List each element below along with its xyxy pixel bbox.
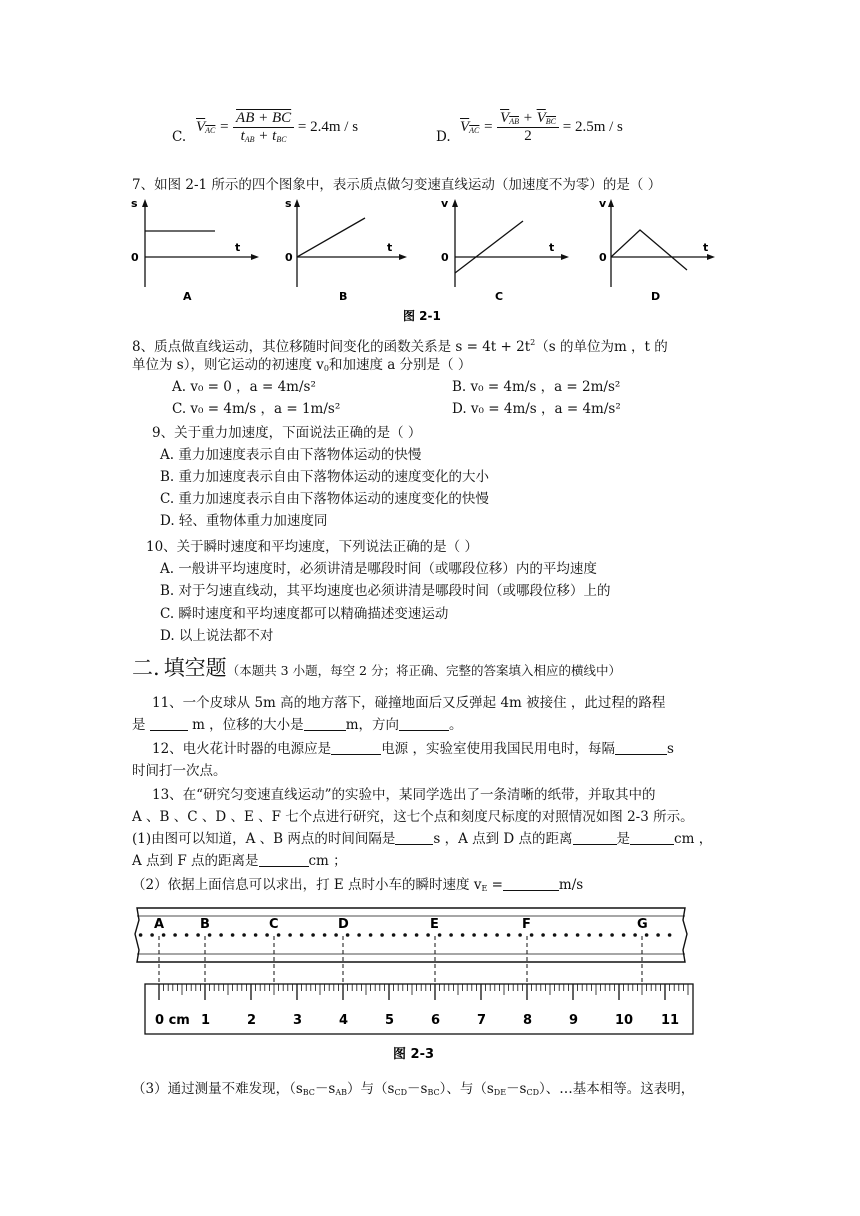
ruler-label: 9: [569, 1013, 579, 1028]
tape-dot: [323, 933, 327, 937]
tape-dot: [254, 933, 258, 937]
tape-dot: [231, 933, 235, 937]
ruler-label: 10: [615, 1013, 634, 1028]
q13-figure-caption: 图 2-3: [393, 1047, 435, 1062]
tape-dot: [633, 933, 637, 937]
tape-dot: [392, 933, 396, 937]
graph-c-ylabel: v: [441, 197, 449, 210]
tape-point-label: F: [522, 917, 531, 932]
q9-stem: 9、关于重力加速度，下面说法正确的是（ ）: [152, 425, 422, 441]
q8-option-a[interactable]: A. v₀ = 0 ，a = 4m/s²: [172, 379, 316, 395]
tape-dot: [576, 933, 580, 937]
tape-dot: [369, 933, 373, 937]
tape-point-label: D: [338, 917, 349, 932]
q13-blank-ab-time[interactable]: [395, 832, 433, 845]
tape-dot: [265, 933, 269, 937]
q6-option-d-formula: $V_{AC}$ = $\frac{V_{AB} + V_{BC}}{2}$ = 2.5m / s: [460, 110, 623, 144]
tape-point-label: G: [637, 917, 648, 932]
tape-dot: [334, 933, 338, 937]
tape-dot: [541, 933, 545, 937]
q9-option-d[interactable]: D. 轻、重物体重力加速度同: [160, 513, 328, 529]
graph-d-origin: 0: [599, 251, 607, 264]
graph-b-letter: B: [339, 290, 348, 303]
tape-dot: [242, 933, 246, 937]
q13-blank-ve[interactable]: [503, 878, 559, 891]
q10-option-c[interactable]: C. 瞬时速度和平均速度都可以精确描述变速运动: [160, 606, 449, 622]
tape-dot: [656, 933, 660, 937]
q13-line5: （2）依据上面信息可以求出，打 E 点时小车的瞬时速度 $v_E = m/s$: [132, 877, 584, 893]
ruler-label: 0 cm: [155, 1013, 190, 1028]
graph-d: [599, 197, 715, 303]
q13-line6: （3）通过测量不难发现，$(s_{BC}-s_{AB})$与$(s_{CD}-s_{BC})$、与$(s_{DE}-s_{CD})$、…基本相等。这表明，: [132, 1081, 695, 1097]
q13-underline: [573, 832, 617, 845]
tape-dot: [380, 933, 384, 937]
graph-d-letter: D: [651, 290, 661, 303]
ruler-label: 3: [293, 1013, 303, 1028]
graph-a: [131, 197, 259, 303]
tape-point-label: C: [269, 917, 279, 932]
tape-dot: [311, 933, 315, 937]
graph-c: [441, 197, 569, 303]
tape-point-label: A: [154, 917, 165, 932]
tape-dot: [219, 933, 223, 937]
graph-d-ylabel: v: [599, 197, 607, 210]
q13-line2: A 、B 、C 、D 、E 、F 七个点进行研究，这七个点和刻度尺标度的对照情况如图 2-3 所示。: [132, 809, 694, 825]
q9-option-b[interactable]: B. 重力加速度表示自由下落物体运动的速度变化的大小: [160, 469, 490, 485]
tape-dot: [438, 933, 442, 937]
tape-dot: [403, 933, 407, 937]
tape-point-label: E: [430, 917, 439, 932]
ruler-label: 8: [523, 1013, 533, 1028]
q11-line1: 11、一个皮球从 5m 高的地方落下，碰撞地面后又反弹起 4m 被接住 ，此过程的路程: [152, 695, 666, 711]
graph-b-xlabel: t: [387, 241, 393, 254]
ruler-label: 1: [201, 1013, 211, 1028]
tape-dot: [472, 933, 476, 937]
q12-line2: 时间打一次点。: [132, 763, 227, 779]
tape-dot: [346, 933, 350, 937]
graph-b-origin: 0: [285, 251, 293, 264]
q8-option-d[interactable]: D. v₀ = 4m/s ，a = 4m/s²: [452, 401, 621, 417]
ruler-label: 6: [431, 1013, 441, 1028]
tape-dot: [518, 933, 522, 937]
ruler-label: 11: [661, 1013, 680, 1028]
q9-option-c[interactable]: C. 重力加速度表示自由下落物体运动的速度变化的快慢: [160, 491, 489, 507]
graph-d-xlabel: t: [703, 241, 709, 254]
tape-dot: [415, 933, 419, 937]
q13-blank-af-distance[interactable]: [259, 854, 309, 867]
tape-dot: [277, 933, 281, 937]
q13-line4: A 点到 F 点的距离是 cm ；: [132, 853, 347, 869]
tape-dot: [587, 933, 591, 937]
tape-dot: [150, 933, 154, 937]
tape-dot: [610, 933, 614, 937]
tape-dot: [196, 933, 200, 937]
q11-blank-displacement[interactable]: [304, 718, 346, 731]
tape-dot: [185, 933, 189, 937]
tape-dot: [645, 933, 649, 937]
tape-dot: [162, 933, 166, 937]
q10-option-d[interactable]: D. 以上说法都不对: [160, 628, 274, 644]
tape-dot: [564, 933, 568, 937]
graph-a-ylabel: s: [131, 197, 138, 210]
tape-dot: [208, 933, 212, 937]
graph-c-letter: C: [495, 290, 504, 303]
q10-option-b[interactable]: B. 对于匀速直线动，其平均速度也必须讲清是哪段时间（或哪段位移）上的: [160, 583, 611, 599]
q8-option-c[interactable]: C. v₀ = 4m/s ，a = 1m/s²: [172, 401, 341, 417]
graph-b: [285, 197, 407, 303]
graph-a-letter: A: [183, 290, 192, 303]
q13-line1: 13、在“研究匀变速直线运动”的实验中，某同学选出了一条清晰的纸带，并取其中的: [152, 787, 656, 803]
tape-dot: [461, 933, 465, 937]
q13-line3: (1)由图可以知道，A 、B 两点的时间间隔是 s ，A 点到 D 点的距离 是 cm ，: [132, 831, 713, 847]
tape-dot: [622, 933, 626, 937]
tape-dot: [139, 933, 143, 937]
graph-a-origin: 0: [131, 251, 139, 264]
tape-dot: [173, 933, 177, 937]
graph-b-ylabel: s: [285, 197, 292, 210]
tape-dot: [357, 933, 361, 937]
section-heading: 二. 填空题（本题共 3 小题，每空 2 分；将正确、完整的答案填入相应的横线中）: [132, 656, 621, 680]
q11-line2: 是 m ，位移的大小是 m，方向 。: [132, 717, 463, 733]
q11-blank-direction[interactable]: [399, 718, 449, 731]
tape-dot: [599, 933, 603, 937]
q13-tape-figure: [125, 906, 695, 1066]
graph-c-origin: 0: [441, 251, 449, 264]
q7-figure-caption: 图 2-1: [403, 309, 441, 323]
q6-option-c-label: C.: [172, 129, 187, 145]
q8-option-b[interactable]: B. v₀ = 4m/s ，a = 2m/s²: [452, 379, 621, 395]
q10-stem: 10、关于瞬时速度和平均速度，下列说法正确的是（ ）: [146, 539, 478, 555]
tape-dot: [449, 933, 453, 937]
tape-dot: [507, 933, 511, 937]
ruler-label: 4: [339, 1013, 349, 1028]
graph-a-xlabel: t: [235, 241, 241, 254]
tape-dot: [495, 933, 499, 937]
ruler-label: 5: [385, 1013, 395, 1028]
q9-option-a[interactable]: A. 重力加速度表示自由下落物体运动的快慢: [160, 447, 422, 463]
ruler-label: 2: [247, 1013, 257, 1028]
tape-dot: [288, 933, 292, 937]
q10-option-a[interactable]: A. 一般讲平均速度时，必须讲清是哪段时间（或哪段位移）内的平均速度: [160, 561, 597, 577]
q13-blank-ad-distance[interactable]: [630, 832, 674, 845]
tape-dot: [530, 933, 534, 937]
tape-dot: [668, 933, 672, 937]
tape-point-label: B: [200, 917, 210, 932]
q12-blank-interval[interactable]: [615, 742, 667, 755]
graph-c-xlabel: t: [549, 241, 555, 254]
q12-line1: 12、电火花计时器的电源应是 电源 ，实验室使用我国民用电时，每隔 s: [152, 741, 674, 757]
q8-line1: 8、质点做直线运动，其位移随时间变化的函数关系是 $s = 4t + 2t^2(s$ 的单位为m ，t 的: [132, 338, 668, 355]
q7-stem: 7、如图 2-1 所示的四个图象中，表示质点做匀变速直线运动（加速度不为零）的是（ ）: [132, 177, 662, 193]
q7-figure: [125, 195, 725, 325]
tape-dot: [426, 933, 430, 937]
tape-dot: [300, 933, 304, 937]
tape-dot: [484, 933, 488, 937]
q12-blank-source[interactable]: [331, 742, 381, 755]
ruler-label: 7: [477, 1013, 487, 1028]
q6-option-c-formula: $V_{AC}$ = $\frac{AB + BC}{t_{AB} + t_{BC}}$ = 2.4m / s: [196, 110, 359, 144]
q6-option-d-label: D.: [436, 129, 451, 145]
q11-blank-path[interactable]: [150, 718, 188, 731]
q8-line2: 单位为 s），则它运动的初速度 $v_0$和加速度 a 分别是（ ）: [132, 357, 472, 373]
tape-dot: [553, 933, 557, 937]
